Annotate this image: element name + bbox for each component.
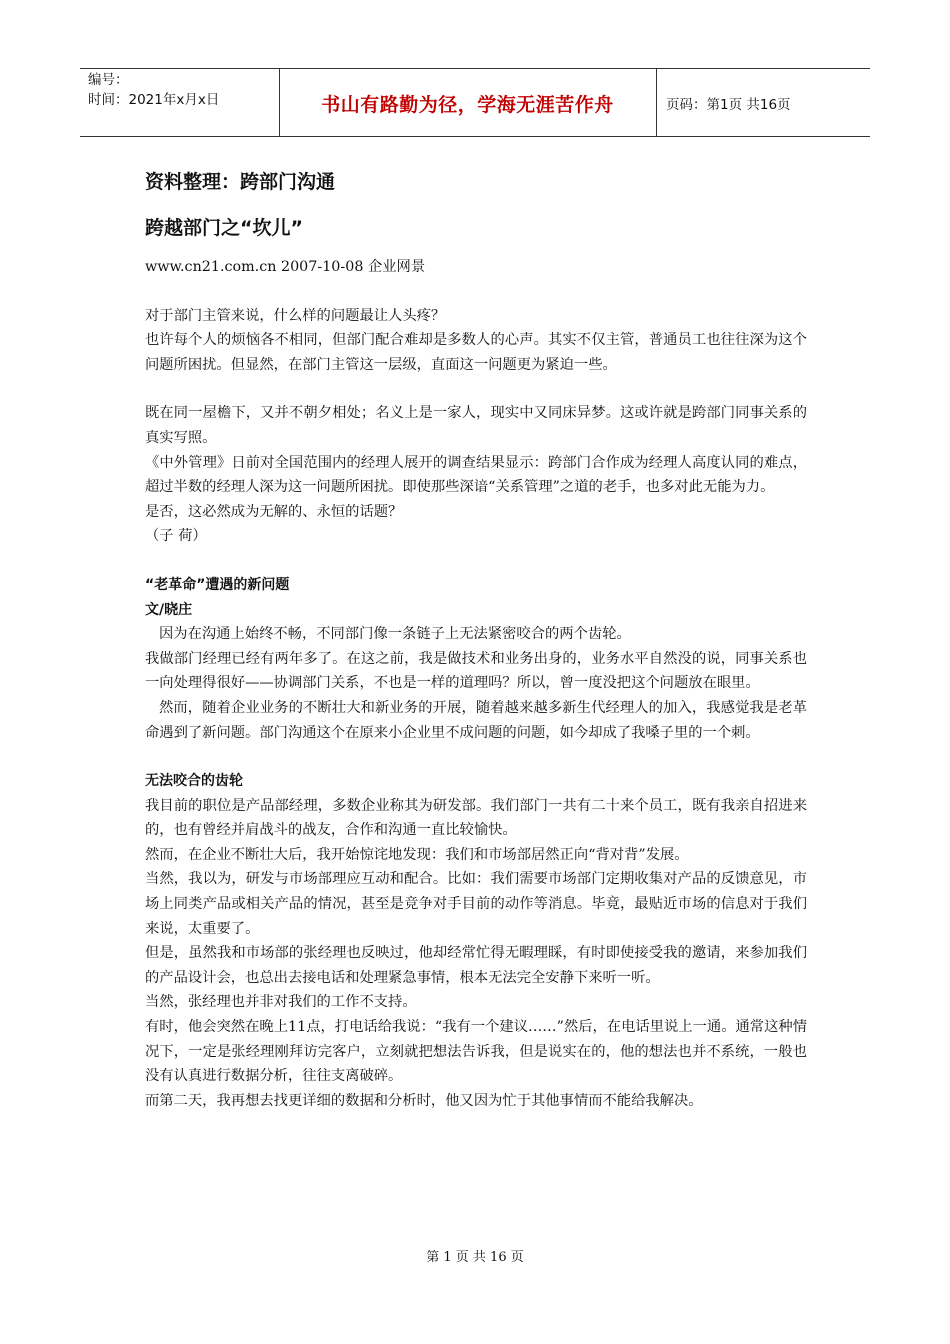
paragraph: 我目前的职位是产品部经理，多数企业称其为研发部。我们部门一共有二十来个员工，既有我亲自招进来的，也有曾经并肩战斗的战友，合作和沟通一直比较愉快。 [145, 797, 807, 839]
page-footer: 第 1 页 共 16 页 [426, 1250, 524, 1265]
document-body [145, 168, 807, 1113]
header-page-info: 页码：第1页 共16页 [666, 97, 791, 113]
paragraph: 然而，随着企业业务的不断壮大和新业务的开展，随着越来越多新生代经理人的加入，我感觉我是老革命遇到了新问题。部门沟通这个在原来小企业里不成问题的问题，如今却成了我嗓子里的一个刺。 [145, 699, 807, 741]
paragraph: 对于部门主管来说，什么样的问题最让人头疼？ [145, 307, 446, 324]
paragraph: 是否，这必然成为无解的、永恒的话题？ [145, 503, 403, 520]
header-divider [656, 68, 657, 136]
paragraph: 因为在沟通上始终不畅，不同部门像一条链子上无法紧密咬合的两个齿轮。 [159, 626, 631, 643]
paragraph: 而第二天，我再想去找更详细的数据和分析时，他又因为忙于其他事情而不能给我解决。 [145, 1092, 703, 1109]
paragraph: 也许每个人的烦恼各不相同，但部门配合难却是多数人的心声。其实不仅主管，普通员工也往往深为这个问题所困扰。但显然，在部门主管这一层级，直面这一问题更为紧迫一些。 [145, 332, 807, 373]
paragraph: 既在同一屋檐下，又并不朝夕相处；名义上是一家人，现实中又同床异梦。这或许就是跨部门同事关系的真实写照。 [145, 405, 807, 446]
header-meta [88, 70, 219, 110]
document-time-label: 时间：2021年x月x日 [88, 92, 220, 108]
paragraph: 有时，他会突然在晚上11点，打电话给我说：“我有一个建议……”然后，在电话里说上一通。通常这种情况下，一定是张经理刚拜访完客户，立刻就把想法告诉我，但是说实在的，他的想法也并不系统，一般也没有认真进行数据分析，往往支离破碎。 [145, 1019, 807, 1085]
paragraph: 我做部门经理已经有两年多了。在这之前，我是做技术和业务出身的，业务水平自然没的说，同事关系也一向处理得很好——协调部门关系，不也是一样的道理吗？所以，曾一度没把这个问题放在眼里。 [145, 650, 807, 692]
paragraph: 然而，在企业不断壮大后，我开始惊诧地发现：我们和市场部居然正向“背对背”发展。 [145, 846, 689, 863]
article-source: www.cn21.com.cn 2007-10-08 企业网景 [145, 259, 426, 275]
header-motto: 书山有路勤为径，学海无涯苦作舟 [321, 94, 614, 116]
paragraph: 《中外管理》日前对全国范围内的经理人展开的调查结果显示：跨部门合作成为经理人高度认同的难点，超过半数的经理人深为这一问题所困扰。即使那些深谙“关系管理”之道的老手，也多对此无能为力。 [145, 454, 807, 496]
section-title: “老革命”遭遇的新问题 [145, 576, 290, 593]
document-number-label: 编号： [88, 72, 129, 88]
paragraph: 但是，虽然我和市场部的张经理也反映过，他却经常忙得无暇理睬，有时即使接受我的邀请，来参加我们的产品设计会，也总出去接电话和处理紧急事情，根本无法完全安静下来听一听。 [145, 945, 807, 986]
header-bottom-rule [80, 136, 870, 137]
section-title: 无法咬合的齿轮 [145, 773, 243, 790]
section-author: 文/晓庄 [145, 601, 193, 618]
paragraph: 当然，我以为，研发与市场部理应互动和配合。比如：我们需要市场部门定期收集对产品的反馈意见，市场上同类产品或相关产品的情况，甚至是竞争对手目前的动作等消息。毕竟，最贴近市场的信息对于我们来说，太重要了。 [145, 871, 807, 937]
paragraph: 当然，张经理也并非对我们的工作不支持。 [145, 994, 417, 1011]
article-title: 跨越部门之“坎儿” [145, 217, 303, 239]
editor-signature: （子 荷） [145, 528, 207, 545]
document-title: 资料整理：跨部门沟通 [145, 171, 336, 193]
header-top-rule [80, 68, 870, 69]
